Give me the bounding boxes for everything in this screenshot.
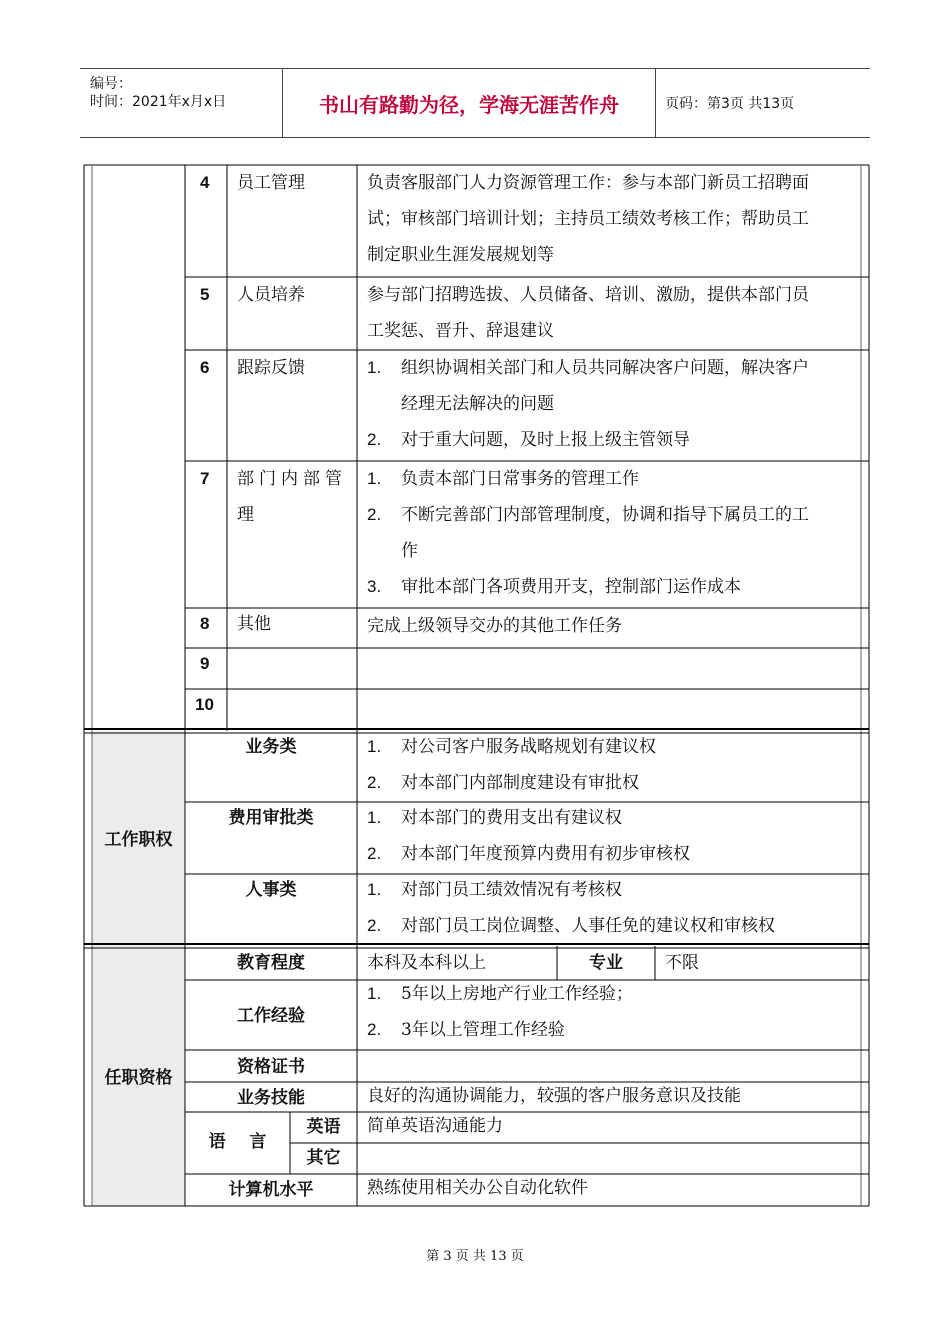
skill-value: 良好的沟通协调能力，较强的客户服务意识及技能 (367, 1086, 741, 1106)
authority-group-name: 人事类 (245, 880, 297, 900)
list-item-number: 3. (367, 577, 382, 596)
list-item (367, 1012, 867, 1048)
list-item-number: 2. (367, 844, 382, 863)
qualification-section-label: 任职资格 (104, 1068, 173, 1088)
page-footer: 第 3 页 共 13 页 (426, 1249, 524, 1264)
duty-desc-line: 工奖惩、晋升、辞退建议 (367, 321, 554, 341)
motto: 书山有路勤为径，学海无涯苦作舟 (282, 69, 656, 137)
list-item-text: 对公司客户服务战略规划有建议权 (401, 737, 656, 757)
list-item-text: 负责本部门日常事务的管理工作 (401, 469, 639, 489)
list-item (367, 497, 867, 569)
education-label: 教育程度 (237, 953, 305, 973)
list-item-text: 对部门员工岗位调整、人事任免的建议权和审核权 (401, 916, 775, 936)
list-item-text: 对部门员工绩效情况有考核权 (401, 880, 622, 900)
duty-desc (367, 277, 867, 349)
authority-section-label: 工作职权 (104, 830, 173, 850)
page-info: 页码：第3页 共13页 (665, 96, 795, 112)
duty-name-line: 理 (237, 505, 254, 525)
experience-items (367, 976, 867, 1048)
duty-desc (367, 608, 867, 644)
list-item-number: 2. (367, 430, 382, 449)
education-value: 本科及本科以上 (367, 953, 486, 973)
authority-group-items (367, 800, 867, 872)
duty-no: 5 (200, 285, 210, 304)
duty-desc (367, 165, 867, 273)
list-item-text: 经理无法解决的问题 (401, 394, 554, 414)
computer-label: 计算机水平 (228, 1180, 314, 1200)
list-item-text: 对本部门的费用支出有建议权 (401, 808, 622, 828)
list-item (367, 765, 867, 801)
list-item-number: 1. (367, 880, 382, 899)
list-item-number: 2. (367, 1020, 382, 1039)
duty-desc (367, 461, 867, 605)
duty-no: 9 (200, 654, 210, 673)
skill-label: 业务技能 (237, 1088, 305, 1108)
list-item-text: 5年以上房地产行业工作经验； (401, 984, 633, 1004)
list-item-number: 2. (367, 773, 382, 792)
list-item-text: 3年以上管理工作经验 (401, 1020, 565, 1040)
duty-name-line: 部门内部管 (237, 469, 347, 489)
header-meta (80, 69, 282, 137)
list-item (367, 800, 867, 836)
list-item-number: 1. (367, 469, 382, 488)
authority-group-items (367, 872, 867, 944)
authority-group-name: 业务类 (245, 737, 297, 757)
list-item-text: 组织协调相关部门和人员共同解决客户问题，解决客户 (401, 358, 809, 378)
major-value: 不限 (665, 953, 699, 973)
other-label: 其它 (306, 1148, 341, 1168)
list-item-text: 作 (401, 541, 418, 561)
duty-no: 6 (200, 358, 210, 377)
list-item-number: 1. (367, 737, 382, 756)
list-item-number: 2. (367, 916, 382, 935)
list-item-number: 1. (367, 808, 382, 827)
list-item (367, 422, 867, 458)
duty-desc-line: 负责客服部门人力资源管理工作：参与本部门新员工招聘面 (367, 173, 809, 193)
duty-name: 人员培养 (237, 285, 305, 305)
computer-value: 熟练使用相关办公自动化软件 (367, 1178, 588, 1198)
list-item (367, 461, 867, 497)
list-item (367, 729, 867, 765)
time-label: 时间：2021年x月x日 (90, 94, 227, 110)
list-item-text: 审批本部门各项费用开支，控制部门运作成本 (401, 577, 741, 597)
list-item-text: 对于重大问题，及时上报上级主管领导 (401, 430, 690, 450)
list-item (367, 872, 867, 908)
page-header (80, 68, 870, 138)
duty-name: 员工管理 (237, 173, 305, 193)
duty-desc-line: 试；审核部门培训计划；主持员工绩效考核工作；帮助员工 (367, 209, 809, 229)
major-label: 专业 (589, 953, 623, 973)
list-item (367, 350, 867, 422)
duty-desc-line: 完成上级领导交办的其他工作任务 (367, 616, 622, 636)
language-label: 语 言 (208, 1132, 267, 1152)
list-item (367, 569, 867, 605)
authority-group-name: 费用审批类 (228, 808, 314, 828)
list-item (367, 976, 867, 1012)
list-item-text: 对本部门年度预算内费用有初步审核权 (401, 844, 690, 864)
english-label: 英语 (306, 1117, 341, 1137)
list-item-text: 对本部门内部制度建设有审批权 (401, 773, 639, 793)
list-item (367, 836, 867, 872)
list-item-number: 1. (367, 358, 382, 377)
duty-name: 其他 (237, 614, 271, 634)
code-label: 编号： (90, 76, 132, 92)
authority-group-items (367, 729, 867, 801)
list-item-text: 不断完善部门内部管理制度，协调和指导下属员工的工 (401, 505, 809, 525)
duty-no: 4 (200, 173, 210, 192)
duty-name (237, 461, 352, 533)
duty-no: 7 (200, 469, 210, 488)
list-item-number: 1. (367, 984, 382, 1003)
duty-desc-line: 制定职业生涯发展规划等 (367, 245, 554, 265)
duty-no: 8 (200, 614, 210, 633)
list-item-number: 2. (367, 505, 382, 524)
list-item (367, 908, 867, 944)
duty-desc (367, 350, 867, 458)
duty-desc-line: 参与部门招聘选拔、人员储备、培训、激励，提供本部门员 (367, 285, 809, 305)
certificate-label: 资格证书 (237, 1057, 305, 1077)
duty-name: 跟踪反馈 (237, 358, 305, 378)
english-value: 简单英语沟通能力 (367, 1116, 503, 1136)
experience-label: 工作经验 (237, 1006, 305, 1026)
duty-no: 10 (195, 695, 214, 714)
